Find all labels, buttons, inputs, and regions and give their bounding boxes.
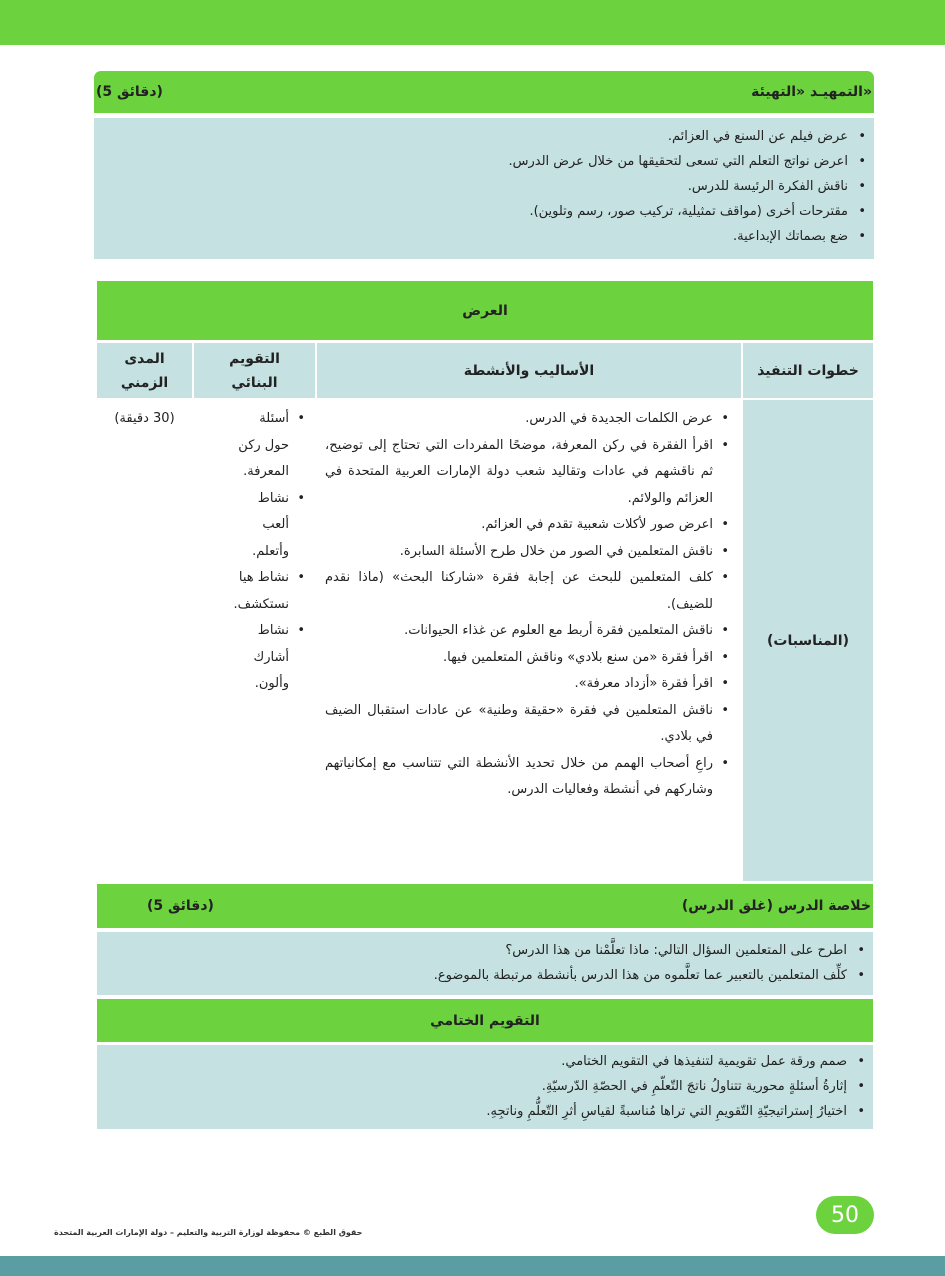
list-item: • اعرض صور لأكلات شعبية تقدم في العزائم.: [325, 512, 733, 539]
list-item: • أسئلة حول ركن المعرفة.: [234, 406, 311, 486]
list-item: • اقرأ فقرة «أزداد معرفة».: [325, 671, 733, 698]
header-activities: الأساليب والأنشطة: [317, 343, 741, 398]
closure-list: [97, 938, 873, 988]
list-item: • اقرأ الفقرة في ركن المعرفة، موضحًا المفردات التي تحتاج إلى توضيح، ثم ناقشهم في عادات وتقاليد شعب دولة الإمارات العربية المتحدة في العزائم والولائم.: [325, 433, 733, 513]
list-item: • صمم ورقة عمل تقويمية لتنفيذها في التقويم الختامي.: [97, 1049, 873, 1074]
closure-title: خلاصة الدرس (غلق الدرس): [681, 898, 871, 914]
list-item: • ناقش الفكرة الرئيسة للدرس.: [94, 174, 874, 199]
evaluation-cell: [194, 400, 315, 881]
header-duration-line2: الزمني: [120, 374, 169, 391]
list-item: • مقترحات أخرى (مواقف تمثيلية، تركيب صور، رسم وتلوين).: [94, 199, 874, 224]
final-eval-list: [97, 1049, 873, 1124]
header-evaluation: [194, 343, 315, 398]
warmup-title: التمهيـد «التهيئة»: [751, 84, 872, 100]
evaluation-list: [234, 406, 311, 698]
steps-value: (المناسبات): [743, 400, 873, 881]
list-item: • إثارةُ أسئلةٍ محورية تتناولُ ناتجَ التّعلّمِ في الحصّةِ الدّرسيّةِ.: [97, 1074, 873, 1099]
header-evaluation-line1: التقويم: [229, 350, 280, 367]
closure-duration: (5 دقائق): [147, 898, 214, 914]
page-number: 50: [816, 1196, 874, 1234]
list-item: • عرض فيلم عن السنع في العزائم.: [94, 124, 874, 149]
activities-cell: [317, 400, 741, 881]
list-item: • نشاط هيا نستكشف.: [234, 565, 311, 618]
bottom-accent-bar: [0, 1256, 945, 1276]
list-item: • نشاط ألعب وأتعلم.: [234, 486, 311, 566]
closure-header: [97, 884, 873, 928]
final-eval-list-box: [97, 1045, 873, 1129]
header-duration: [97, 343, 192, 398]
copyright-notice: حقوق الطبع © محفوظة لوزارة التربية والتعليم – دولة الإمارات العربية المتحدة: [54, 1228, 363, 1237]
list-item: • اقرأ فقرة «من سنع بلادي» وناقش المتعلمين فيها.: [325, 645, 733, 672]
closure-list-box: [97, 932, 873, 995]
warmup-list-box: [94, 118, 874, 259]
list-item: • كلِّف المتعلمين بالتعبير عما تعلَّموه من هذا الدرس بأنشطة مرتبطة بالموضوع.: [97, 963, 873, 988]
header-steps: خطوات التنفيذ: [743, 343, 873, 398]
final-eval-title: التقويم الختامي: [97, 999, 873, 1042]
warmup-list: [94, 124, 874, 249]
list-item: • عرض الكلمات الجديدة في الدرس.: [325, 406, 733, 433]
top-accent-bar: [0, 0, 945, 45]
list-item: • راعِ أصحاب الهمم من خلال تحديد الأنشطة التي تتناسب مع إمكانياتهم وشاركهم في أنشطة وفعاليات الدرس.: [325, 751, 733, 804]
header-evaluation-line2: البنائي: [231, 374, 278, 391]
list-item: • اعرض نواتج التعلم التي تسعى لتحقيقها من خلال عرض الدرس.: [94, 149, 874, 174]
list-item: • ناقش المتعلمين في فقرة «حقيقة وطنية» عن عادات استقبال الضيف في بلادي.: [325, 698, 733, 751]
list-item: • ناقش المتعلمين فقرة أربط مع العلوم عن غذاء الحيوانات.: [325, 618, 733, 645]
presentation-table: [97, 281, 873, 881]
duration-value: (30 دقيقة): [97, 400, 192, 881]
header-duration-line1: المدى: [124, 350, 165, 367]
presentation-title: العرض: [97, 281, 873, 340]
list-item: • ناقش المتعلمين في الصور من خلال طرح الأسئلة السابرة.: [325, 539, 733, 566]
list-item: • اختيارُ إستراتيجيّةِ التّقويمِ التي تراها مُناسبةً لقياسِ أثرِ التّعلُّمِ وناتجِهِ.: [97, 1099, 873, 1124]
list-item: • كلف المتعلمين للبحث عن إجابة فقرة «شاركنا البحث» (ماذا نقدم للضيف).: [325, 565, 733, 618]
list-item: • ضع بصماتك الإبداعية.: [94, 224, 874, 249]
warmup-duration: (5 دقائق): [96, 84, 163, 100]
activities-list: [325, 406, 733, 804]
list-item: • اطرح على المتعلمين السؤال التالي: ماذا تعلَّمْنا من هذا الدرس؟: [97, 938, 873, 963]
warmup-header: [94, 71, 874, 113]
list-item: • نشاط أشارك وألون.: [234, 618, 311, 698]
